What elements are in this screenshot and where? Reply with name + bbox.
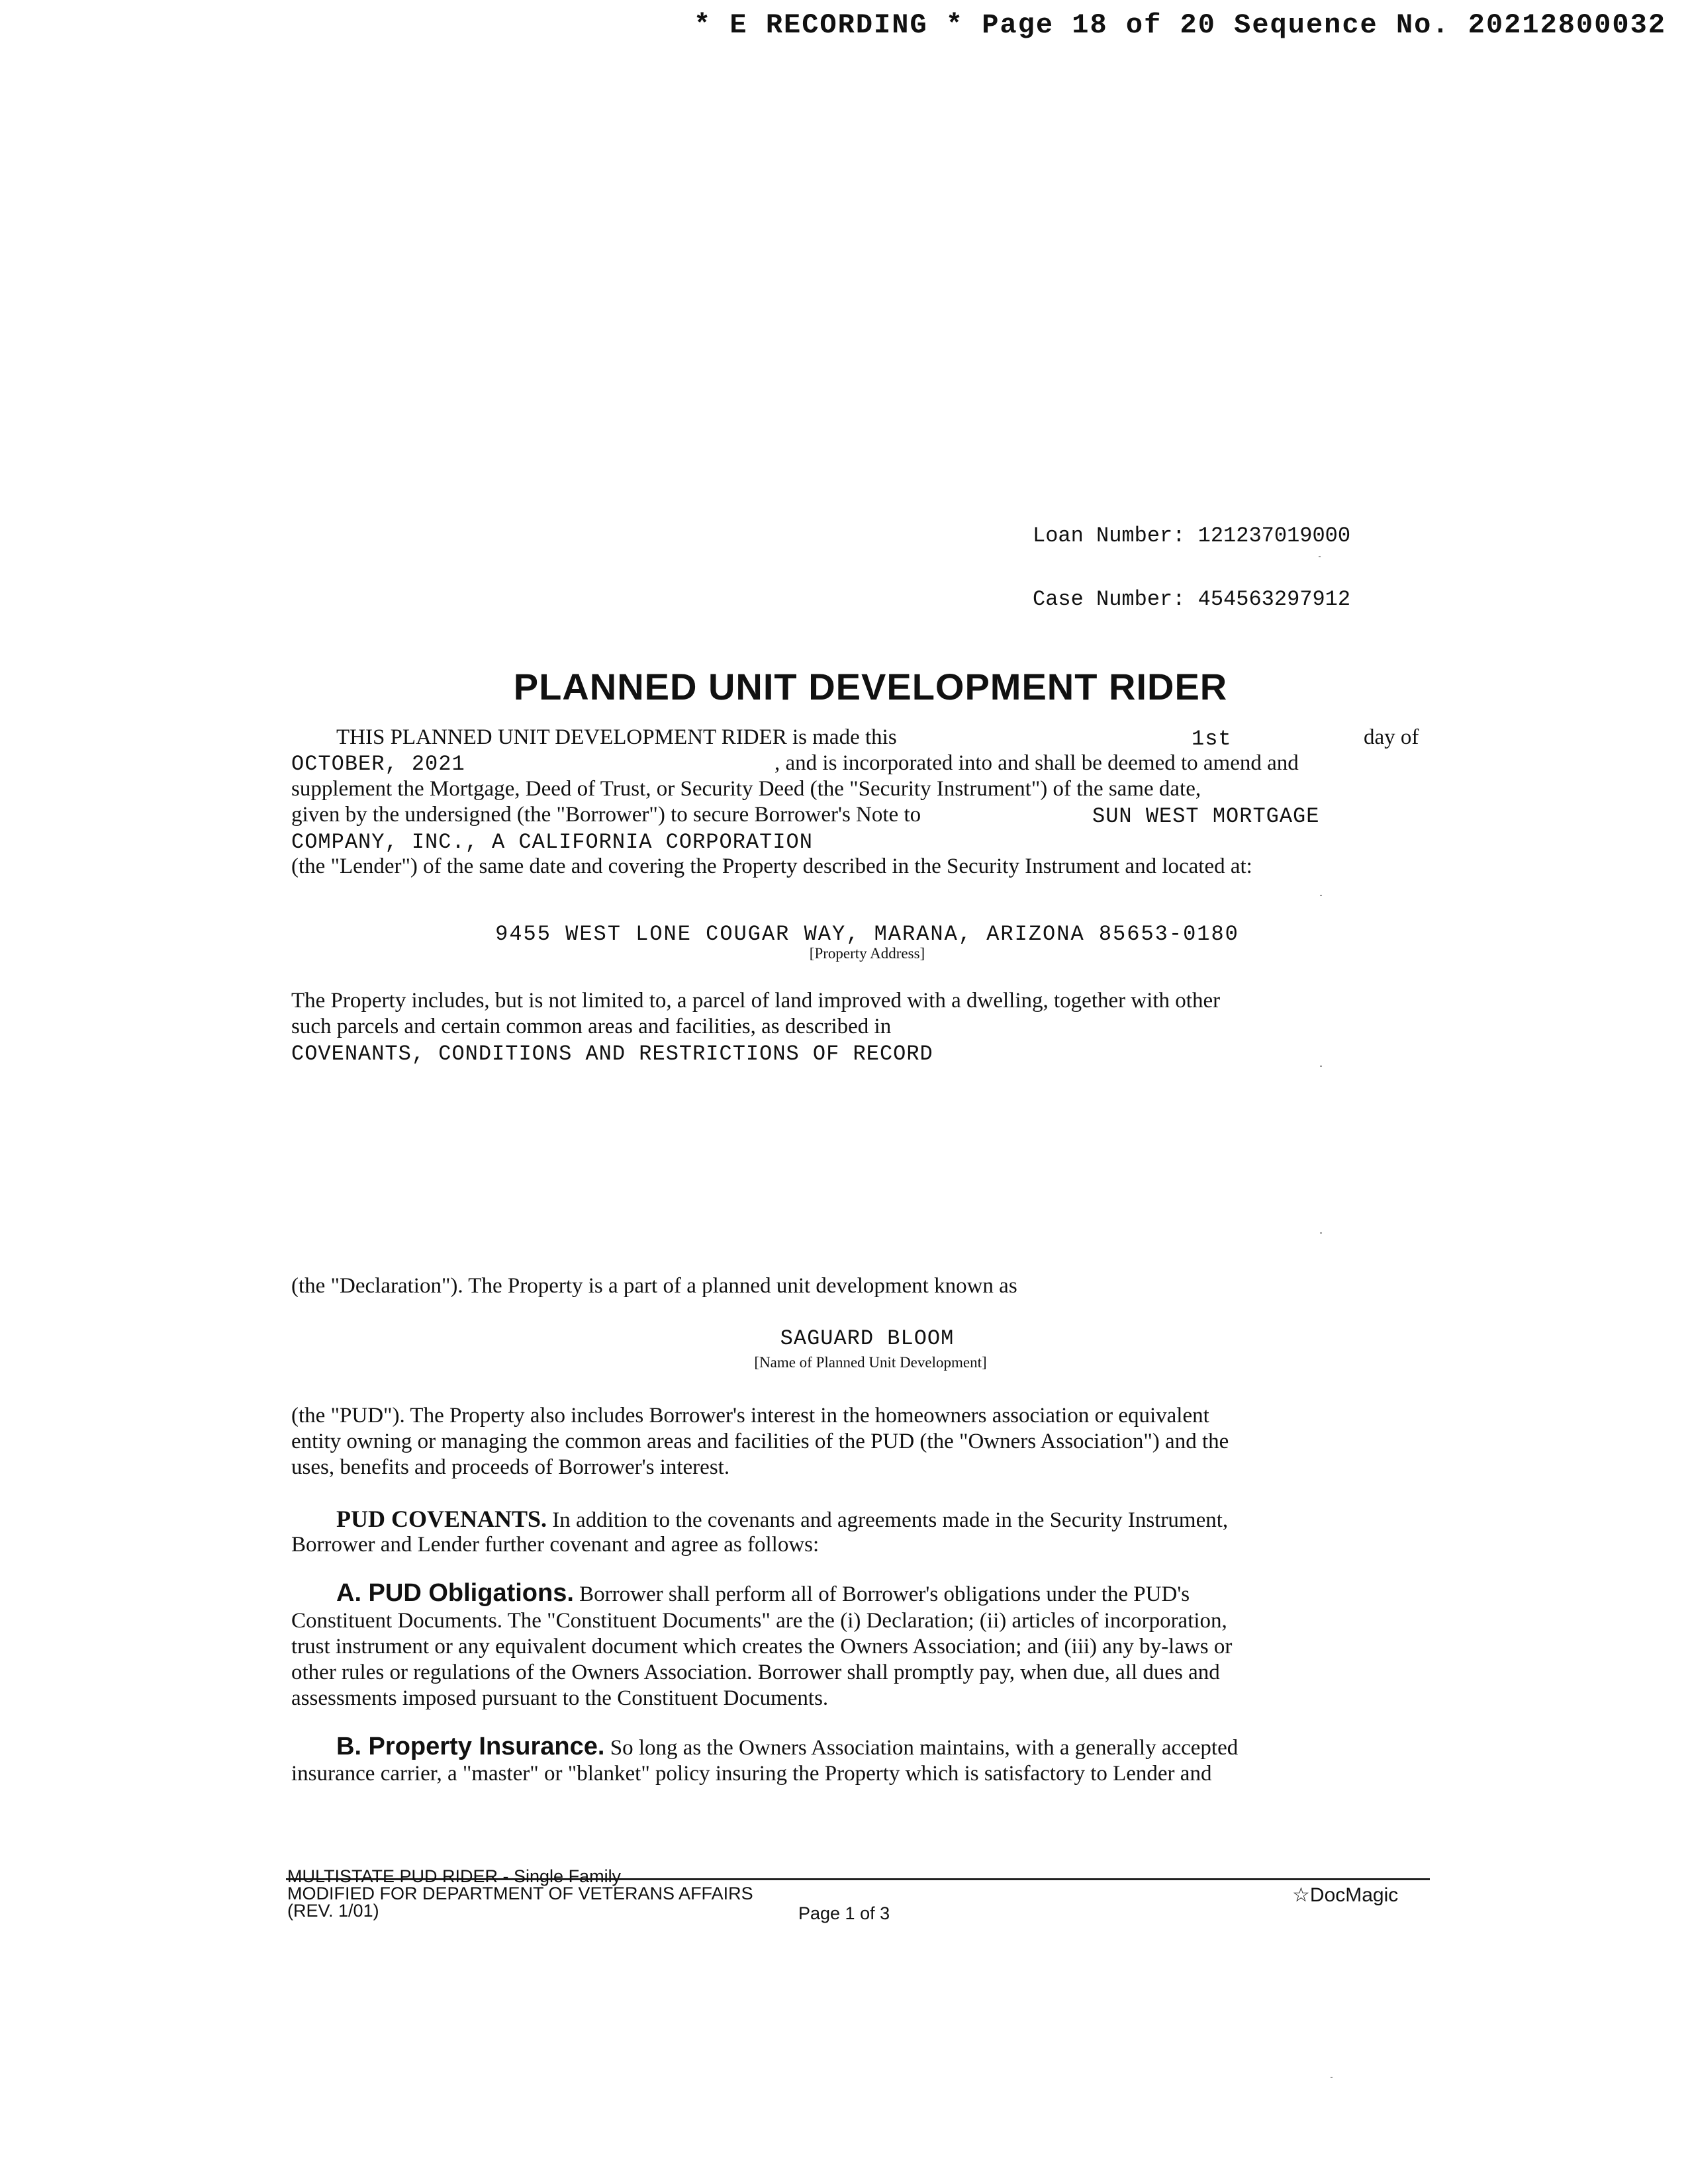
pud-line-3: uses, benefits and proceeds of Borrower's interest. — [291, 1455, 730, 1479]
scan-speck — [1320, 1066, 1322, 1067]
property-line-2: such parcels and certain common areas and facilities, as described in — [291, 1015, 892, 1038]
intro-line-1a: THIS PLANNED UNIT DEVELOPMENT RIDER is made this — [336, 725, 897, 749]
section-b-line-2: insurance carrier, a "master" or "blanket" policy insuring the Property which is satisfactory to Lender and — [291, 1762, 1212, 1786]
property-line-1: The Property includes, but is not limited to, a parcel of land improved with a dwelling, together with other — [291, 989, 1221, 1013]
section-b-heading: B. Property Insurance. — [336, 1733, 605, 1760]
loan-number-block — [1033, 483, 1350, 631]
scan-speck — [1331, 2077, 1333, 2078]
section-a-line-3: trust instrument or any equivalent document which creates the Owners Association; and (iii) any by-laws or — [291, 1635, 1233, 1659]
pud-name: SAGUARD BLOOM — [780, 1326, 955, 1351]
scan-speck — [1320, 1232, 1322, 1234]
scan-speck — [1319, 556, 1321, 557]
section-a-text-1: Borrower shall perform all of Borrower's obligations under the PUD's — [579, 1582, 1190, 1606]
covenants-line-2: Borrower and Lender further covenant and agree as follows: — [291, 1533, 820, 1557]
property-address: 9455 WEST LONE COUGAR WAY, MARANA, ARIZONA 85653-0180 — [495, 922, 1239, 946]
lender-name-2: COMPANY, INC., A CALIFORNIA CORPORATION — [291, 830, 813, 854]
intro-line-3: supplement the Mortgage, Deed of Trust, or Security Deed (the "Security Instrument") of the same date, — [291, 777, 1201, 801]
section-a-line-4: other rules or regulations of the Owners Association. Borrower shall promptly pay, when due, all dues and — [291, 1661, 1220, 1684]
intro-date: OCTOBER, 2021 — [291, 752, 465, 776]
declaration-description: COVENANTS, CONDITIONS AND RESTRICTIONS OF RECORD — [291, 1042, 933, 1066]
case-number-value: 454563297912 — [1197, 587, 1351, 612]
intro-line-2: , and is incorporated into and shall be deemed to amend and — [774, 751, 1299, 775]
loan-number-label: Loan Number: — [1033, 523, 1186, 548]
intro-line-1b: day of — [1364, 725, 1419, 749]
case-number-label: Case Number: — [1033, 587, 1186, 612]
footer-line-1: MULTISTATE PUD RIDER - Single Family — [287, 1866, 622, 1886]
covenants-heading: PUD COVENANTS. — [336, 1506, 547, 1532]
section-a-line-1 — [336, 1580, 1190, 1608]
footer-line-3: (REV. 1/01) — [287, 1901, 379, 1921]
scan-speck — [1320, 895, 1322, 896]
document-title: PLANNED UNIT DEVELOPMENT RIDER — [513, 666, 1228, 707]
docmagic-label: DocMagic — [1309, 1884, 1399, 1906]
docmagic-brand — [1292, 1884, 1399, 1907]
section-a-line-5: assessments imposed pursuant to the Constituent Documents. — [291, 1686, 829, 1710]
intro-line-6: (the "Lender") of the same date and covering the Property described in the Security Instrument and located at: — [291, 854, 1252, 878]
covenants-line-1 — [336, 1506, 1228, 1533]
covenants-text-1: In addition to the covenants and agreements made in the Security Instrument, — [552, 1508, 1229, 1532]
section-b-text-1: So long as the Owners Association maintains, with a generally accepted — [610, 1736, 1239, 1760]
lender-name-1: SUN WEST MORTGAGE — [1092, 804, 1320, 829]
star-icon: ☆ — [1292, 1884, 1310, 1907]
intro-day: 1st — [1192, 727, 1232, 751]
pud-name-label: [Name of Planned Unit Development] — [754, 1354, 987, 1371]
intro-line-4: given by the undersigned (the "Borrower") to secure Borrower's Note to — [291, 803, 921, 827]
pud-line-1: (the "PUD"). The Property also includes Borrower's interest in the homeowners association or equivalent — [291, 1404, 1209, 1428]
section-a-line-2: Constituent Documents. The "Constituent Documents" are the (i) Declaration; (ii) articles of incorporation, — [291, 1609, 1227, 1633]
recording-stamp: * E RECORDING * Page 18 of 20 Sequence No. 20212800032 — [694, 9, 1667, 41]
pud-line-2: entity owning or managing the common areas and facilities of the PUD (the "Owners Association") and the — [291, 1430, 1229, 1453]
section-a-heading: A. PUD Obligations. — [336, 1579, 574, 1607]
declaration-line: (the "Declaration"). The Property is a part of a planned unit development known as — [291, 1274, 1017, 1298]
footer-page-number: Page 1 of 3 — [798, 1903, 890, 1923]
loan-number-value: 121237019000 — [1197, 523, 1351, 548]
property-address-label: [Property Address] — [809, 945, 925, 962]
footer-line-2: MODIFIED FOR DEPARTMENT OF VETERANS AFFAIRS — [287, 1884, 753, 1903]
section-b-line-1 — [336, 1734, 1238, 1761]
